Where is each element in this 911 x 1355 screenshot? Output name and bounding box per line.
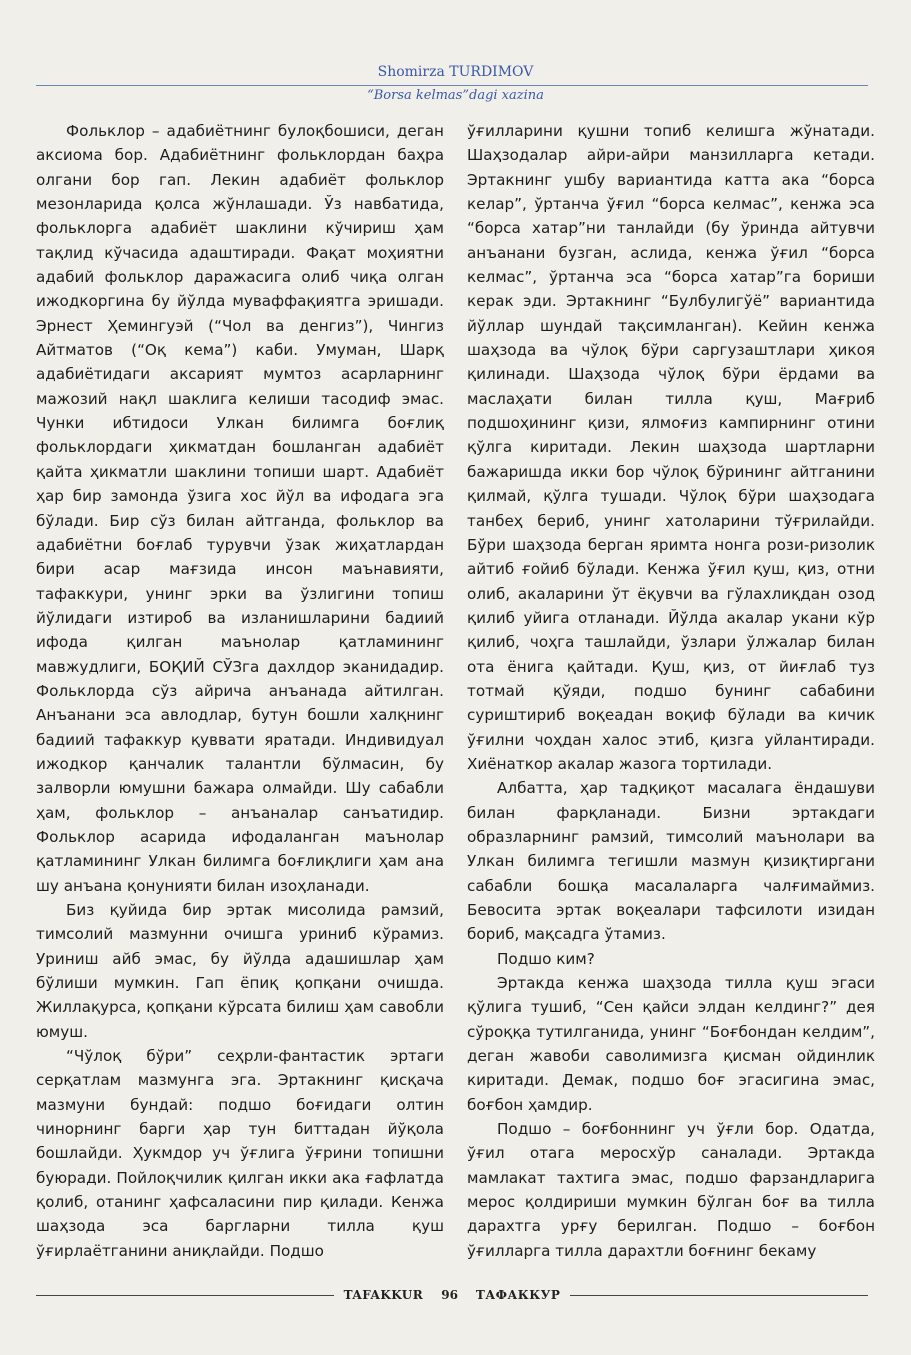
footer-rule-right bbox=[570, 1295, 868, 1296]
paragraph: Эртакда кенжа шаҳзода тилла қуш эгаси қўлига тушиб, “Сен қайси элдан келдинг?” дея сўроққа тутилганида, унинг “Боғбондан келдим”, деган жавоби саволимизга қисман ойдинлик киритади. Демак, подшо боғ эгасигина эмас, боғбон ҳамдир. bbox=[467, 974, 875, 1114]
footer-rule-left bbox=[36, 1295, 334, 1296]
paragraph: Албатта, ҳар тадқиқот масалага ёндашуви билан фарқланади. Бизни эртакдаги образларнинг рамзий, тимсолий маънолари ва Улкан билимга тегишли мазмун қизиқтиргани сабабли бошқа масалаларга чалғимаймиз. Бевосита эртак воқеалари тафсилоти изидан бориб, мақсадга ўтамиз. bbox=[467, 779, 875, 944]
paragraph: Подшо – боғбоннинг уч ўғли бор. Одатда, ўғил отага меросхўр саналади. Эртакда мамлакат тахтига эмас, подшо фарзандларига мерос қолдириши мумкин бўлган боғ ва тилла дарахтга урғу берилган. Подшо – боғбон ўғилларга тилла дарахтли боғнинг бекаму bbox=[467, 1120, 875, 1260]
header-divider bbox=[36, 85, 868, 86]
page-footer bbox=[36, 1285, 868, 1305]
left-column bbox=[36, 119, 444, 1263]
paragraph: Фольклор – адабиётнинг булоқбошиси, деган аксиома бор. Адабиётнинг фольклордан баҳра олгани бор гап. Лекин адабиёт фольклор мезонларида қолса жўнлашади. Ўз навбатида, фольклорга адабиёт шаклини кўчириш ҳам тақлид кўчасида адаштиради. Фақат моҳиятни адабий фольклор даражасига олиб чиқа олган ижодкоргина бу йўлда муваффақиятга эришади. Эрнест Ҳемингуэй (“Чол ва денгиз”), Чингиз Айтматов (“Оқ кема”) каби. Умуман, Шарқ адабиётидаги аксарият мумтоз асарларнинг мажозий нақл шаклига келиши тасодиф эмас. Чунки ибтидоси Улкан билимга боғлиқ фольклордаги ҳикматдан бошланган адабиёт қайта ҳикматли шаклини топиши шарт. Адабиёт ҳар бир замонда ўзига хос йўл ва ифодага эга бўлади. Бир сўз билан айтганда, фольклор ва адабиётни боғлаб турувчи ўзак жиҳатлардан бири асар мағзида инсон маънавияти, тафаккури, унинг эрки ва ўзлигини топиш йўлидаги изтироб ва изланишларини бадиий ифода қилган маънолар қатламининг мавжудлиги, БОҚИЙ СЎЗга дахлдор эканидадир. Фольклорда сўз айрича анъанада айтилган. Анъанани эса авлодлар, бутун бошли халқнинг бадиий тафаккур қуввати яратади. Индивидуал ижодкор қанчалик талантли бўлмасин, бу залворли юмушни бажара олмайди. Шу сабабли ҳам, фольклор – анъаналар санъатидир. Фольклор асарида ифодаланган маънолар қатламининг Улкан билимга боғлиқлиги ҳам ана шу анъана қонунияти билан изоҳланади. bbox=[36, 122, 444, 895]
right-column bbox=[467, 119, 875, 1263]
footer-journal-latin: TAFAKKUR bbox=[343, 1288, 424, 1302]
paragraph: Биз қуйида бир эртак мисолида рамзий, тимсолий мазмунни очишга уриниб кўрамиз. Уриниш айб эмас, бу йўлда адашишлар ҳам бўлиши мумкин. Гап ёпиқ қопқани очишда. Жиллақурса, қопқани кўрсата билиш ҳам савобли юмуш. bbox=[36, 901, 444, 1041]
paragraph: ўғилларини қушни топиб келишга жўнатади. Шаҳзодалар айри-айри манзилларга кетади. Эртакнинг ушбу вариантида катта ака “борса келар”, ўртанча ўғил “борса келмас”, кенжа эса “борса хатар”ни танлайди (бу ўринда айтувчи анъанани бузган, аслида, кенжа ўғил “борса келмас”, ўртанча эса “борса хатар”га бориши керак эди. Эртакнинг “Булбулигўё” вариантида йўллар шундай тақсимланган). Кейин кенжа шаҳзода ва чўлоқ бўри саргузаштлари ҳикоя қилинади. Шаҳзода чўлоқ бўри ёрдами ва маслаҳати билан тилла қуш, Мағриб подшоҳининг қизи, ялмоғиз кампирнинг отини қўлга киритади. Лекин шаҳзода шартларни бажаришда икки бор чўлоқ бўрининг айтганини қилмай, қўлга тушади. Чўлоқ бўри шаҳзодага танбеҳ бериб, унинг хатоларини тўғрилайди. Бўри шаҳзода берган яримта нонга рози-ризолик айтиб ғойиб бўлади. Кенжа ўғил қуш, қиз, отни олиб, акаларини ўт ёқувчи ва гўлахлиқдан озод қилиб уйига отланади. Йўлда акалар укани кўр қилиб, чоҳга ташлайди, ўзлари ўлжалар билан ота ёнига қайтади. Қуш, қиз, от йиғлаб туз тотмай қўяди, подшо бунинг сабабини суриштириб воқеадан воқиф бўлади ва кичик ўғилни чоҳдан халос этиб, қизга уйлантиради. Хиёнаткор акалар жазога тортилади. bbox=[467, 122, 875, 773]
running-header-title: “Borsa kelmas”dagi xazina bbox=[367, 88, 544, 103]
footer-journal-cyrillic: ТАФАККУР bbox=[475, 1288, 561, 1302]
running-header-author: Shomirza TURDIMOV bbox=[377, 64, 534, 80]
paragraph: “Чўлоқ бўри” сеҳрли-фантастик эртаги серқатлам мазмунга эга. Эртакнинг қисқача мазмуни бундай: подшо боғидаги олтин чинорнинг барги ҳар тун биттадан йўқола бошлайди. Ҳукмдор уч ўғлига ўғрини топишни буюради. Пойлоқчилик қилган икки ака ғафлатда қолиб, отанинг ҳафсаласини пир қилади. Кенжа шаҳзода эса баргларни тилла қуш ўғирлаётганини аниқлайди. Подшо bbox=[36, 1047, 444, 1260]
page-number: 96 bbox=[441, 1288, 458, 1302]
section-question: Подшо ким? bbox=[497, 949, 595, 968]
